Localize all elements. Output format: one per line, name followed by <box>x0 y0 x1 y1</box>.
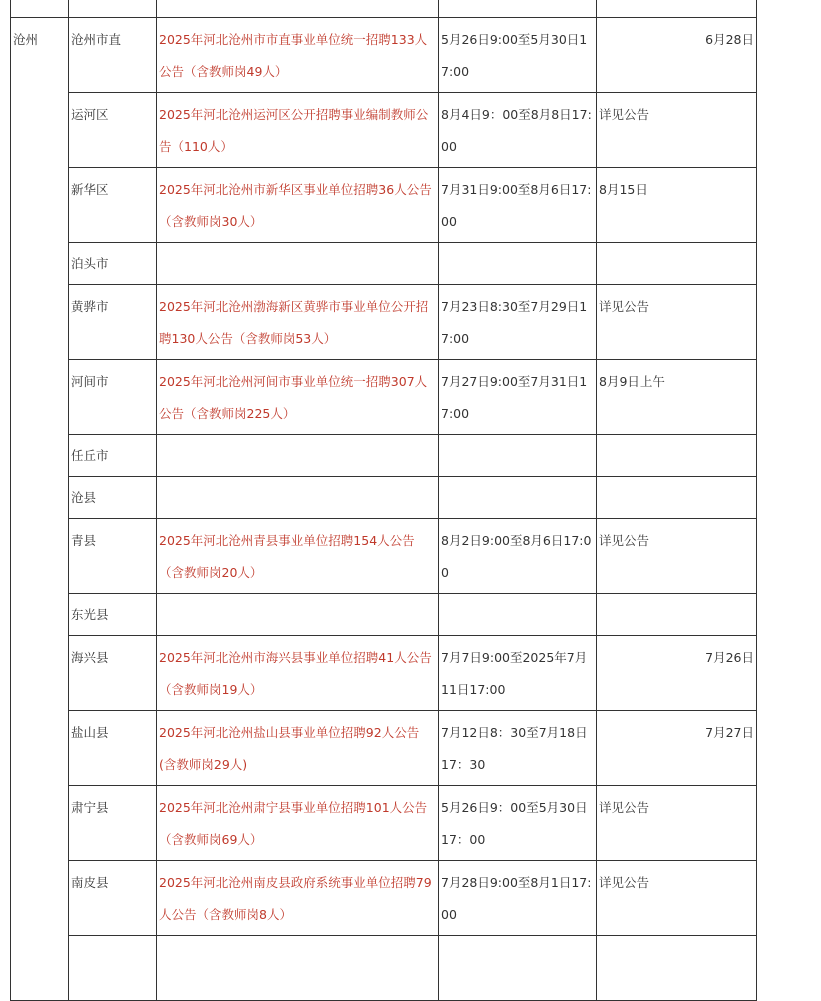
area-cell: 盐山县 <box>69 711 157 786</box>
notice-cell <box>157 594 439 636</box>
table-row <box>11 360 757 435</box>
registration-cell: 7月12日8：30至7月18日17：30 <box>439 711 597 786</box>
exam-cell <box>597 477 757 519</box>
notice-link[interactable]: 2025年河北沧州河间市事业单位统一招聘307人公告（含教师岗225人） <box>159 374 428 421</box>
notice-cell <box>157 360 439 435</box>
registration-cell <box>439 936 597 1001</box>
area-cell: 任丘市 <box>69 435 157 477</box>
notice-cell <box>157 711 439 786</box>
area-cell: 新华区 <box>69 168 157 243</box>
area-cell: 南皮县 <box>69 861 157 936</box>
registration-cell: 8月4日9：00至8月8日17:00 <box>439 93 597 168</box>
table-row <box>11 936 757 1001</box>
table-row <box>11 285 757 360</box>
registration-cell <box>439 243 597 285</box>
table-row <box>11 636 757 711</box>
registration-cell <box>439 594 597 636</box>
notice-link[interactable]: 2025年河北沧州青县事业单位招聘154人公告（含教师岗20人） <box>159 533 415 580</box>
registration-cell: 7月28日9:00至8月1日17:00 <box>439 861 597 936</box>
area-cell: 沧州市直 <box>69 18 157 93</box>
city-cell-cangzhou: 沧州 <box>11 18 69 1001</box>
exam-cell: 8月15日 <box>597 168 757 243</box>
registration-cell: 5月26日9：00至5月30日17：00 <box>439 786 597 861</box>
area-cell: 海兴县 <box>69 636 157 711</box>
exam-cell: 详见公告 <box>597 93 757 168</box>
notice-link[interactable]: 2025年河北沧州市新华区事业单位招聘36人公告（含教师岗30人） <box>159 182 432 229</box>
exam-cell <box>597 0 757 18</box>
notice-link[interactable]: 2025年河北沧州盐山县事业单位招聘92人公告(含教师岗29人) <box>159 725 420 772</box>
registration-cell <box>439 477 597 519</box>
table-row <box>11 93 757 168</box>
exam-cell: 详见公告 <box>597 786 757 861</box>
table-row <box>11 786 757 861</box>
table-row <box>11 519 757 594</box>
notice-cell <box>157 519 439 594</box>
notice-cell <box>157 435 439 477</box>
exam-cell: 8月9日上午 <box>597 360 757 435</box>
table-row <box>11 435 757 477</box>
notice-cell <box>157 0 439 18</box>
notice-cell <box>157 861 439 936</box>
notice-cell <box>157 786 439 861</box>
notice-cell <box>157 936 439 1001</box>
registration-cell <box>439 435 597 477</box>
city-cell <box>11 0 69 18</box>
table-row <box>11 861 757 936</box>
registration-cell: 7月7日9:00至2025年7月11日17:00 <box>439 636 597 711</box>
notice-link[interactable]: 2025年河北沧州市海兴县事业单位招聘41人公告（含教师岗19人） <box>159 650 432 697</box>
registration-cell <box>439 0 597 18</box>
exam-cell: 详见公告 <box>597 519 757 594</box>
area-cell: 黄骅市 <box>69 285 157 360</box>
table-row <box>11 243 757 285</box>
exam-cell: 7月27日 <box>597 711 757 786</box>
table-row <box>11 594 757 636</box>
area-cell: 青县 <box>69 519 157 594</box>
recruitment-table <box>10 0 757 1001</box>
exam-cell <box>597 936 757 1001</box>
table-row <box>11 168 757 243</box>
exam-cell: 7月26日 <box>597 636 757 711</box>
area-cell <box>69 936 157 1001</box>
notice-link[interactable] <box>159 0 436 1</box>
notice-link[interactable]: 2025年河北沧州渤海新区黄骅市事业单位公开招聘130人公告（含教师岗53人） <box>159 299 429 346</box>
notice-link[interactable]: 2025年河北沧州市市直事业单位统一招聘133人公告（含教师岗49人） <box>159 32 428 79</box>
registration-cell: 8月2日9:00至8月6日17:00 <box>439 519 597 594</box>
table-row <box>11 477 757 519</box>
notice-cell <box>157 636 439 711</box>
notice-cell <box>157 93 439 168</box>
exam-cell: 详见公告 <box>597 861 757 936</box>
exam-cell <box>597 594 757 636</box>
notice-cell <box>157 477 439 519</box>
notice-cell <box>157 243 439 285</box>
notice-cell <box>157 285 439 360</box>
notice-link[interactable]: 2025年河北沧州运河区公开招聘事业编制教师公告（110人） <box>159 107 429 154</box>
exam-cell <box>597 243 757 285</box>
notice-link[interactable]: 2025年河北沧州肃宁县事业单位招聘101人公告（含教师岗69人） <box>159 800 428 847</box>
registration-cell: 5月26日9:00至5月30日17:00 <box>439 18 597 93</box>
area-cell: 肃宁县 <box>69 786 157 861</box>
registration-cell: 7月31日9:00至8月6日17:00 <box>439 168 597 243</box>
exam-cell: 6月28日 <box>597 18 757 93</box>
notice-cell <box>157 18 439 93</box>
area-cell: 沧县 <box>69 477 157 519</box>
registration-cell: 7月23日8:30至7月29日17:00 <box>439 285 597 360</box>
area-cell: 东光县 <box>69 594 157 636</box>
recruitment-table-container <box>10 0 757 1001</box>
exam-cell <box>597 435 757 477</box>
exam-cell: 详见公告 <box>597 285 757 360</box>
area-cell: 运河区 <box>69 93 157 168</box>
table-row <box>11 18 757 93</box>
table-row <box>11 0 757 18</box>
notice-link[interactable]: 2025年河北沧州南皮县政府系统事业单位招聘79人公告（含教师岗8人） <box>159 875 432 922</box>
area-cell <box>69 0 157 18</box>
notice-cell <box>157 168 439 243</box>
registration-cell: 7月27日9:00至7月31日17:00 <box>439 360 597 435</box>
area-cell: 河间市 <box>69 360 157 435</box>
table-row <box>11 711 757 786</box>
area-cell: 泊头市 <box>69 243 157 285</box>
